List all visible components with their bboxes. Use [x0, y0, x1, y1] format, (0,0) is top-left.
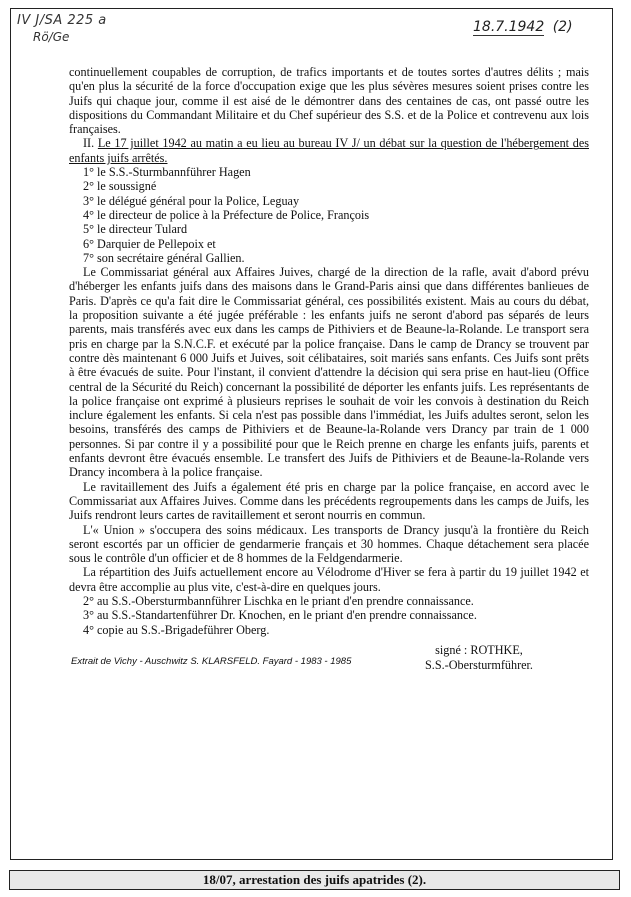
participant-6: 6° Darquier de Pellepoix et — [83, 236, 216, 251]
scanned-document — [10, 8, 613, 860]
signature-row — [69, 643, 589, 677]
source-citation: Extrait de Vichy - Auschwitz S. KLARSFELD. Fayard - 1983 - 1985 — [71, 655, 352, 667]
section-number: II. — [83, 136, 98, 151]
page-number: (2) — [552, 19, 573, 35]
paragraph-1: continuellement coupables de corruption, de trafics importants et de toutes sortes d'autres délits ; mais qu'en plus la sécurité de la force d'occupation exige que les plus sévères mesures soient prises contre les Juifs qui chaque jour, comme il est aisé de le démontrer dans des centaines de cas, ont passé outre les dispositions du Commandant Militaire et du Chef supérieur des S.S. et de la Police et contrevenu aux lois françaises. — [69, 65, 589, 137]
participant-3: 3° le délégué général pour la Police, Leguay — [83, 193, 300, 208]
paragraph-8: 3° au S.S.-Standartenführer Dr. Knochen, en le priant d'en prendre connaissance. — [83, 608, 477, 623]
participant-1: 1° le S.S.-Sturmbannführer Hagen — [83, 165, 251, 180]
paragraph-4: Le ravitaillement des Juifs a également été pris en charge par la police française, en accord avec le Commissariat aux Affaires Juives. Comme dans les précédents regroupements dans les camps de Juifs, les Juifs rendront leurs cartes de ravitaillement et seront nourris en commun. — [69, 479, 589, 523]
meeting-statement: Le 17 juillet 1942 au matin a eu lieu au bureau IV J/ un débat sur la question de l'hébergement des enfants juifs arrêtés. — [69, 136, 589, 165]
paragraph-5: L'« Union » s'occupera des soins médicaux. Les transports de Drancy jusqu'à la frontière du Reich seront escortés par un officier de gendarmerie français et 30 hommes. Chaque détachement sera placée sous le contrôle d'un officier et de 8 hommes de la Feldgendarmerie. — [69, 522, 589, 566]
participant-7: 7° son secrétaire général Gallien. — [83, 250, 245, 265]
participant-5: 5° le directeur Tulard — [83, 222, 188, 237]
paragraph-7: 2° au S.S.-Obersturmbannführer Lischka en le priant d'en prendre connaissance. — [83, 593, 474, 608]
participant-4: 4° le directeur de police à la Préfecture de Police, François — [83, 207, 370, 222]
paragraph-2 — [69, 136, 589, 165]
participant-2: 2° le soussigné — [83, 179, 157, 194]
participants-list — [69, 165, 589, 265]
paragraph-9: 4° copie au S.S.-Brigadeführer Oberg. — [83, 622, 270, 637]
date-text: 18.7.1942 — [473, 19, 545, 35]
document-body — [69, 65, 589, 677]
signature-block — [425, 643, 533, 673]
document-date — [473, 19, 573, 35]
reference-initials: Rö/Ge — [33, 30, 70, 44]
image-caption: 18/07, arrestation des juifs apatrides (2). — [9, 870, 620, 890]
reference-number: IV J/SA 225 a — [17, 13, 107, 28]
signature-rank: S.S.-Obersturmführer. — [425, 657, 533, 672]
paragraph-6: La répartition des Juifs actuellement encore au Vélodrome d'Hiver se fera à partir du 19 juillet 1942 et devra être accomplie au plus vite, c'est-à-dire en quelques jours. — [69, 565, 589, 594]
signature-name: signé : ROTHKE, — [435, 642, 523, 657]
paragraph-3: Le Commissariat général aux Affaires Juives, chargé de la direction de la rafle, avait d'abord prévu d'héberger les enfants juifs dans des maisons dans le Grand-Paris ainsi que dans différentes banlieues de Paris. D'après ce qu'a fait dire le Commissariat général, ces possibilités existent. Mais au cours du débat, la proposition suivante a été jugée préférable : les enfants juifs ne seront d'abord pas séparés de leurs parents, mais transférés avec eux dans les camps de Pithiviers et de Beaune-la-Rolande. Le transport sera pris en charge par la S.N.C.F. et exécuté par la police française. Dans le camp de Drancy se trouvent par contre dès maintenant 6 000 Juifs et Juives, soit célibataires, soit mariés sans enfants. Ces Juifs sont prêts à être évacués de suite. Pour l'instant, il convient d'attendre la décision qui sera prise en haut-lieu (Office central de la Sécurité du Reich) concernant la possibilité de déporter les enfants juifs. Les représentants de la police française ont exprimé à plusieurs reprises le souhait de voir les convois à destination du Reich inclure également les enfants. Si cela n'est pas possible dans l'immédiat, les Juifs adultes seront, selon les besoins, transférés des camps de Pithiviers et de Beaune-la-Rolande vers Drancy par train de 1 000 personnes. Si par contre il y a possibilité pour que le Reich prenne en charge les enfants juifs, parents et enfants devront être évacués ensemble. Le transfert des Juifs de Pithiviers et de Beaune-la-Rolande vers Drancy incombera à la police française. — [69, 265, 589, 480]
